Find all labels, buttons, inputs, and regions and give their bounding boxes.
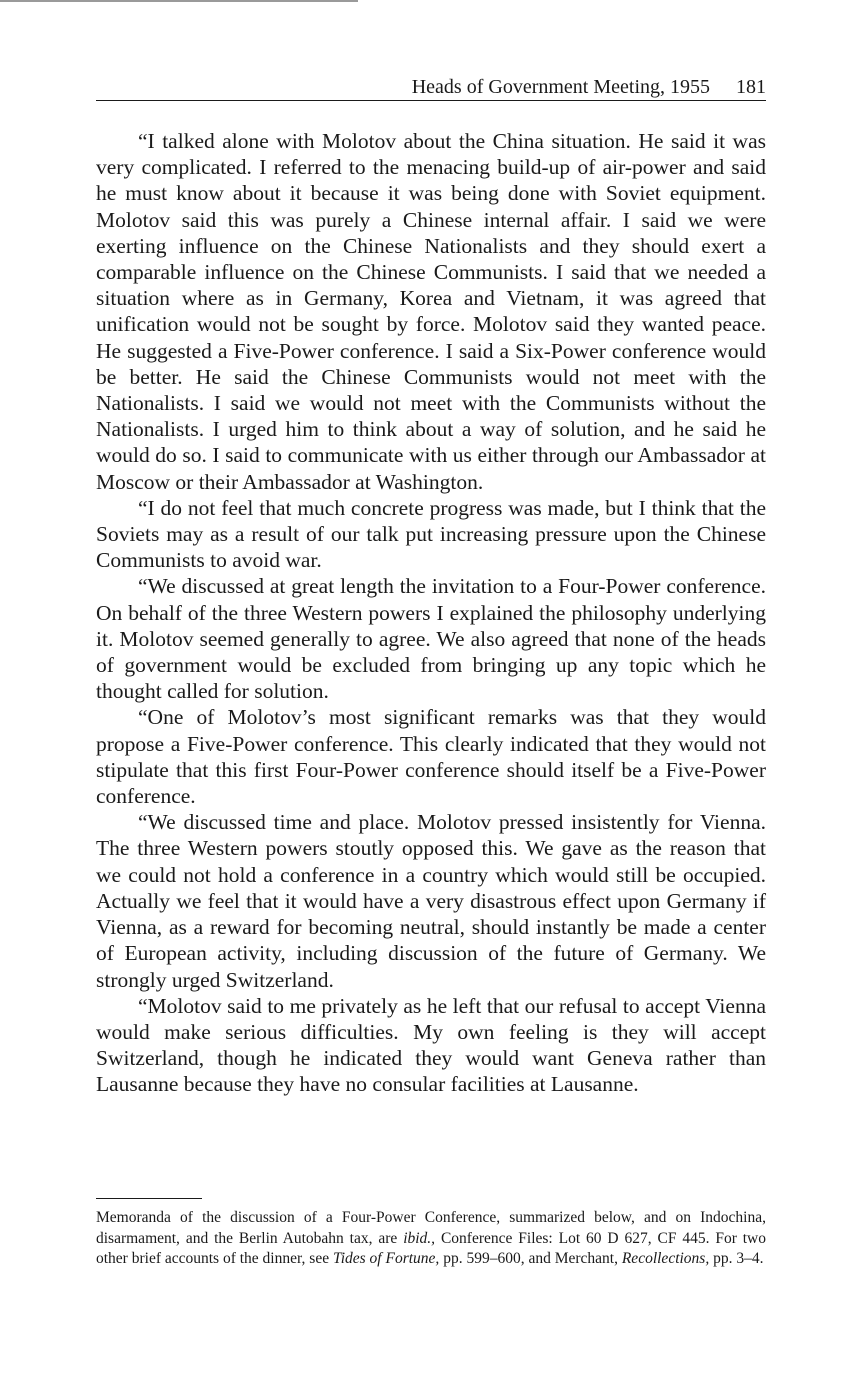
running-header-title: Heads of Government Meeting, 1955 (411, 76, 710, 98)
paragraph-four-power-invitation: “We discussed at great length the invitation to a Four-Power conference. On behalf of the three Western powers I explained the philosophy underlying it. Molotov seemed generally to agree. We also agreed that none of the heads of government would be excluded from bringing up any topic which he thought called for solution. (96, 574, 766, 704)
running-header (96, 74, 766, 101)
paragraph-time-and-place: “We discussed time and place. Molotov pressed insistently for Vienna. The three Western powers stoutly opposed this. We gave as the reason that we could not hold a conference in a country which would still be occupied. Actually we feel that it would have a very disastrous effect upon Germany if Vienna, as a reward for becoming neutral, should instantly be made a center of European activity, including discussion of the future of Germany. We strongly urged Switzerland. (96, 810, 766, 992)
footnote-text-part: Memoranda of the discussion of a Four-Power Conference, summarized below, and on Indochina, disarmament, and the Berlin Autobahn tax, are (96, 1209, 766, 1247)
footnote-ibid: ibid., (403, 1229, 436, 1247)
footnote-divider (96, 1198, 202, 1199)
footnote-text-part: Conference Files: Lot 60 D 627, CF 445. For two other brief accounts of the dinner, see (96, 1229, 766, 1267)
body-text (96, 128, 766, 1098)
paragraph-china-situation: “I talked alone with Molotov about the China situation. He said it was very complicated. I referred to the menacing build-up of air-power and said he must know about it because it was being done with Soviet equipment. Molotov said this was purely a Chinese internal affair. I said we were exerting influence on the Chinese Nationalists and they should exert a comparable influence on the Chinese Communists. I said that we needed a situation where as in Germany, Korea and Vietnam, it was agreed that unification would not be sought by force. Molotov said they wanted peace. He suggested a Five-Power conference. I said a Six-Power conference would be better. He said the Chinese Communists would not meet with the Nationalists. I said we would not meet with the Communists without the Nationalists. I urged him to think about a way of solution, and he said he would do so. I said to communicate with us either through our Ambassador at Moscow or their Ambassador at Washington. (96, 129, 766, 494)
footnote-text-part: pp. 599–600, and Merchant, (439, 1250, 622, 1267)
scan-edge-rule (0, 0, 358, 2)
paragraph-progress: “I do not feel that much concrete progress was made, but I think that the Soviets may as a result of our talk put increasing pressure upon the Chinese Communists to avoid war. (96, 495, 766, 573)
footnote-book-title-recollections: Recollections, (621, 1250, 710, 1267)
page-number: 181 (736, 76, 766, 98)
paragraph-five-power-remark: “One of Molotov’s most significant remarks was that they would propose a Five-Power conference. This clearly indicated that they would not stipulate that this first Four-Power conference should itself be a Five-Power conference. (96, 705, 766, 809)
paragraph-vienna-refusal: “Molotov said to me privately as he left that our refusal to accept Vienna would make serious difficulties. My own feeling is they will accept Switzerland, though he indicated they would want Geneva rather than Lausanne because they have no consular facilities at Lausanne. (96, 993, 766, 1097)
footnote-book-title-tides: Tides of Fortune, (332, 1250, 440, 1267)
footnote (96, 1208, 766, 1270)
footnote-text-part: pp. 3–4. (709, 1250, 764, 1267)
